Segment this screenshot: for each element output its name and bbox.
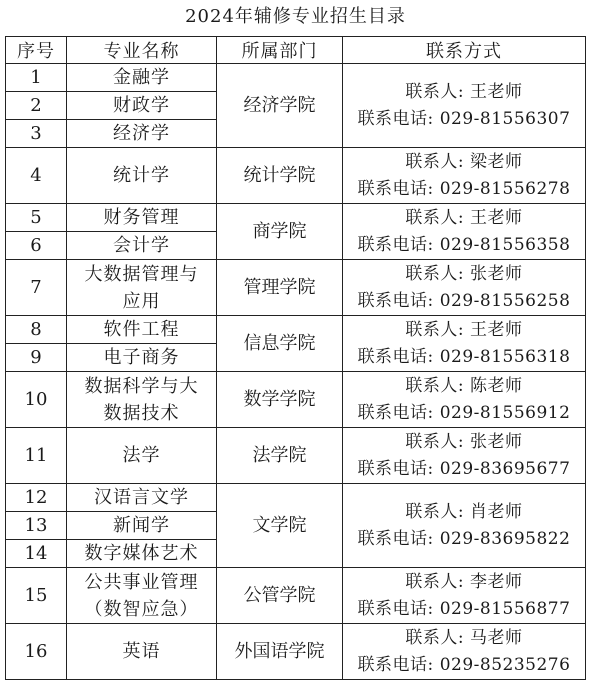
row-no: 14: [6, 540, 67, 568]
table-row: [6, 64, 586, 92]
row-no: 15: [6, 568, 67, 624]
contact-info: [343, 260, 586, 316]
header-major: 专业名称: [67, 37, 217, 64]
major-name: 新闻学: [67, 512, 217, 540]
major-name: 英语: [67, 624, 217, 680]
table-row: [6, 372, 586, 428]
major-name: 会计学: [67, 232, 217, 260]
row-no: 4: [6, 148, 67, 204]
contact-info: [343, 568, 586, 624]
row-no: 1: [6, 64, 67, 92]
row-no: 3: [6, 120, 67, 148]
contact-person: 联系人: 马老师: [405, 627, 523, 648]
table-row: [6, 568, 586, 624]
contact-info: [343, 148, 586, 204]
table-row: [6, 260, 586, 316]
school-name: 统计学院: [217, 148, 343, 204]
row-no: 13: [6, 512, 67, 540]
table-row: [6, 428, 586, 484]
page-title: 2024年辅修专业招生目录: [185, 6, 406, 27]
row-no: 5: [6, 204, 67, 232]
major-name: 财政学: [67, 92, 217, 120]
contact-person: 联系人: 李老师: [405, 571, 523, 592]
school-name: 商学院: [217, 204, 343, 260]
contact-info: [343, 64, 586, 148]
header-contact: 联系方式: [343, 37, 586, 64]
contact-person: 联系人: 陈老师: [405, 375, 523, 396]
header-row: [6, 37, 586, 64]
major-name: [67, 568, 217, 624]
school-name: 公管学院: [217, 568, 343, 624]
major-name: 经济学: [67, 120, 217, 148]
contact-phone: 联系电话: 029-81556912: [357, 402, 571, 423]
contact-person: 联系人: 张老师: [405, 263, 523, 284]
table-row: [6, 316, 586, 344]
contact-person: 联系人: 王老师: [405, 81, 523, 102]
school-name: 信息学院: [217, 316, 343, 372]
row-no: 2: [6, 92, 67, 120]
major-name: 汉语言文学: [67, 484, 217, 512]
contact-phone: 联系电话: 029-83695822: [357, 528, 571, 549]
school-name: 数学学院: [217, 372, 343, 428]
contact-info: [343, 204, 586, 260]
school-name: 文学院: [217, 484, 343, 568]
contact-info: [343, 372, 586, 428]
contact-phone: 联系电话: 029-83695677: [357, 458, 571, 479]
major-name: 财务管理: [67, 204, 217, 232]
major-name-line: 数据科学与大: [84, 375, 199, 397]
major-name: 统计学: [67, 148, 217, 204]
contact-phone: 联系电话: 029-85235276: [357, 654, 571, 675]
row-no: 12: [6, 484, 67, 512]
table-row: [6, 624, 586, 680]
major-name-line: 数据技术: [103, 402, 180, 424]
major-name: [67, 260, 217, 316]
contact-phone: 联系电话: 029-81556358: [357, 234, 571, 255]
contact-person: 联系人: 张老师: [405, 431, 523, 452]
contact-info: [343, 484, 586, 568]
major-name: 电子商务: [67, 344, 217, 372]
contact-person: 联系人: 肖老师: [405, 501, 523, 522]
school-name: 管理学院: [217, 260, 343, 316]
major-name: 法学: [67, 428, 217, 484]
contact-info: [343, 428, 586, 484]
major-name-line: 大数据管理与: [84, 263, 199, 285]
contact-person: 联系人: 梁老师: [405, 151, 523, 172]
row-no: 8: [6, 316, 67, 344]
contact-info: [343, 316, 586, 372]
row-no: 6: [6, 232, 67, 260]
major-name-line: 公共事业管理: [84, 571, 199, 593]
major-name: 软件工程: [67, 316, 217, 344]
contact-phone: 联系电话: 029-81556258: [357, 290, 571, 311]
header-no: 序号: [6, 37, 67, 64]
school-name: 经济学院: [217, 64, 343, 148]
school-name: 法学院: [217, 428, 343, 484]
major-name-line: （数智应急）: [84, 598, 199, 620]
contact-phone: 联系电话: 029-81556877: [357, 598, 571, 619]
major-name-line: 应用: [122, 290, 161, 312]
table-row: [6, 484, 586, 512]
major-name: [67, 372, 217, 428]
contact-phone: 联系电话: 029-81556318: [357, 346, 571, 367]
table-row: [6, 148, 586, 204]
row-no: 10: [6, 372, 67, 428]
contact-person: 联系人: 王老师: [405, 207, 523, 228]
contact-phone: 联系电话: 029-81556307: [357, 108, 571, 129]
contact-phone: 联系电话: 029-81556278: [357, 178, 571, 199]
contact-person: 联系人: 王老师: [405, 319, 523, 340]
row-no: 9: [6, 344, 67, 372]
row-no: 7: [6, 260, 67, 316]
major-name: 数字媒体艺术: [67, 540, 217, 568]
table-row: [6, 204, 586, 232]
school-name: 外国语学院: [217, 624, 343, 680]
contact-info: [343, 624, 586, 680]
header-school: 所属部门: [217, 37, 343, 64]
major-name: 金融学: [67, 64, 217, 92]
catalog-table: [5, 36, 586, 680]
row-no: 16: [6, 624, 67, 680]
row-no: 11: [6, 428, 67, 484]
